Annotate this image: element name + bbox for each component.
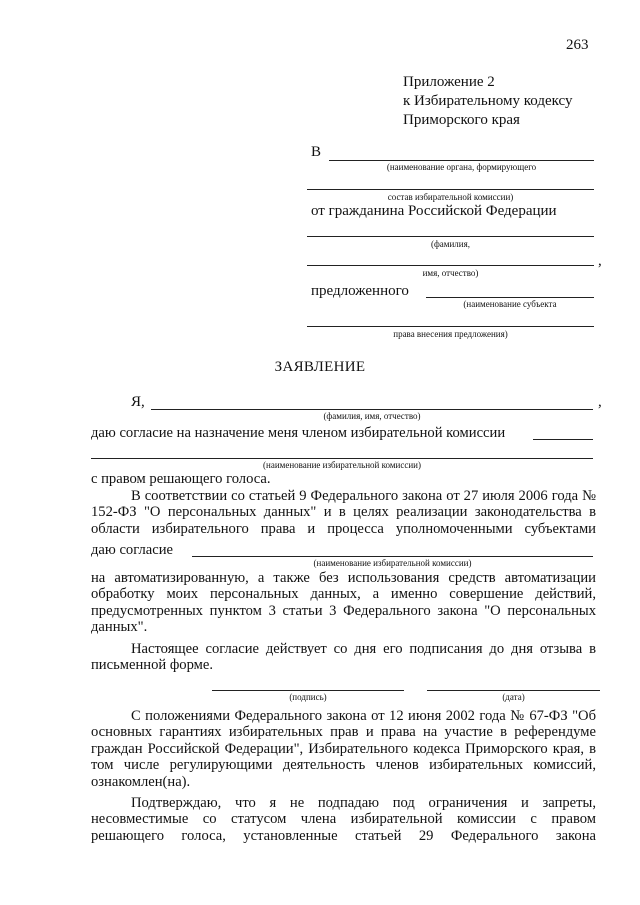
- paragraph-personal-data-text: В соответствии со статьей 9 Федерального закона от 27 июля 2006 года № 152-ФЗ "О персональных данных" и в целях реализации законодательства в области избирательного права и процесса уполномоченными субъектами: [91, 488, 596, 537]
- consent-fill-line[interactable]: [533, 439, 593, 440]
- date-caption: (дата): [502, 692, 525, 702]
- paragraph-validity: [91, 641, 596, 674]
- subject-caption: (наименование субъекта: [463, 299, 557, 309]
- paragraph-confirm-text: Подтверждаю, что я не подпадаю под ограничения и запреты, несовместимые со статусом члена избирательной комиссии с правом решающего голоса, установленные статьей 29 Федерального закона: [91, 795, 596, 844]
- organ-caption: (наименование органа, формирующего: [386, 162, 537, 172]
- fio-caption: (фамилия, имя, отчество): [323, 411, 421, 421]
- signature-fill-line[interactable]: [212, 690, 404, 691]
- date-fill-line[interactable]: [427, 690, 600, 691]
- paragraph-processing-text: на автоматизированную, а также без использования средств автоматизации обработку моих персональных данных, а именно совершение действий, предусмотренных пунктом 3 статьи 3 Федерального закона "О персональных данных".: [91, 570, 596, 636]
- appendix-line-3: Приморского края: [403, 112, 520, 128]
- proposed-label: предложенного: [311, 283, 409, 299]
- surname-fill-line[interactable]: [307, 236, 594, 237]
- commission-caption-1: (наименование избирательной комиссии): [263, 460, 421, 470]
- appendix-line-1: Приложение 2: [403, 74, 495, 90]
- surname-caption: (фамилия,: [430, 239, 471, 249]
- paragraph-familiarized: [91, 708, 596, 790]
- fio-fill-line[interactable]: [151, 409, 593, 410]
- name-comma: ,: [598, 253, 602, 269]
- commission-caption-2: (наименование избирательной комиссии): [313, 558, 472, 568]
- from-citizen-label: от гражданина Российской Федерации: [311, 203, 557, 219]
- ya-label: Я,: [131, 394, 145, 410]
- composition-fill-line[interactable]: [307, 189, 594, 190]
- consent-line: даю согласие на назначение меня членом избирательной комиссии: [91, 425, 506, 441]
- appendix-line-2: к Избирательному кодексу: [403, 93, 573, 109]
- decisive-vote-text: с правом решающего голоса.: [91, 471, 271, 487]
- organ-fill-line[interactable]: [329, 160, 594, 161]
- signature-caption: (подпись): [289, 692, 327, 702]
- right-caption: права внесения предложения): [393, 329, 508, 339]
- subject-fill-line[interactable]: [426, 297, 594, 298]
- page-number: 263: [566, 37, 589, 53]
- paragraph-processing: [91, 570, 596, 636]
- right-fill-line[interactable]: [307, 326, 594, 327]
- name-caption: имя, отчество): [422, 268, 479, 278]
- paragraph-confirm: [91, 795, 596, 844]
- paragraph-familiarized-text: С положениями Федерального закона от 12 июня 2002 года № 67-ФЗ "Об основных гарантиях избирательных прав и права на участие в референдуме граждан Российской Федерации", Избирательного кодекса Приморского края, в том числе регулирующими деятельность членов избирательных комиссий, ознакомлен(на).: [91, 708, 596, 790]
- commission-fill-line-2[interactable]: [192, 556, 593, 557]
- paragraph-validity-text: Настоящее согласие действует со дня его подписания до дня отзыва в письменной форме.: [91, 641, 596, 674]
- commission-fill-line-1[interactable]: [91, 458, 593, 459]
- name-fill-line[interactable]: [307, 265, 594, 266]
- composition-caption: состав избирательной комиссии): [387, 192, 514, 202]
- to-prefix: В: [311, 144, 322, 160]
- consent-to-label: даю согласие: [91, 542, 173, 558]
- paragraph-personal-data: [91, 488, 596, 537]
- document-title: ЗАЯВЛЕНИЕ: [274, 359, 366, 375]
- ya-comma: ,: [598, 394, 602, 410]
